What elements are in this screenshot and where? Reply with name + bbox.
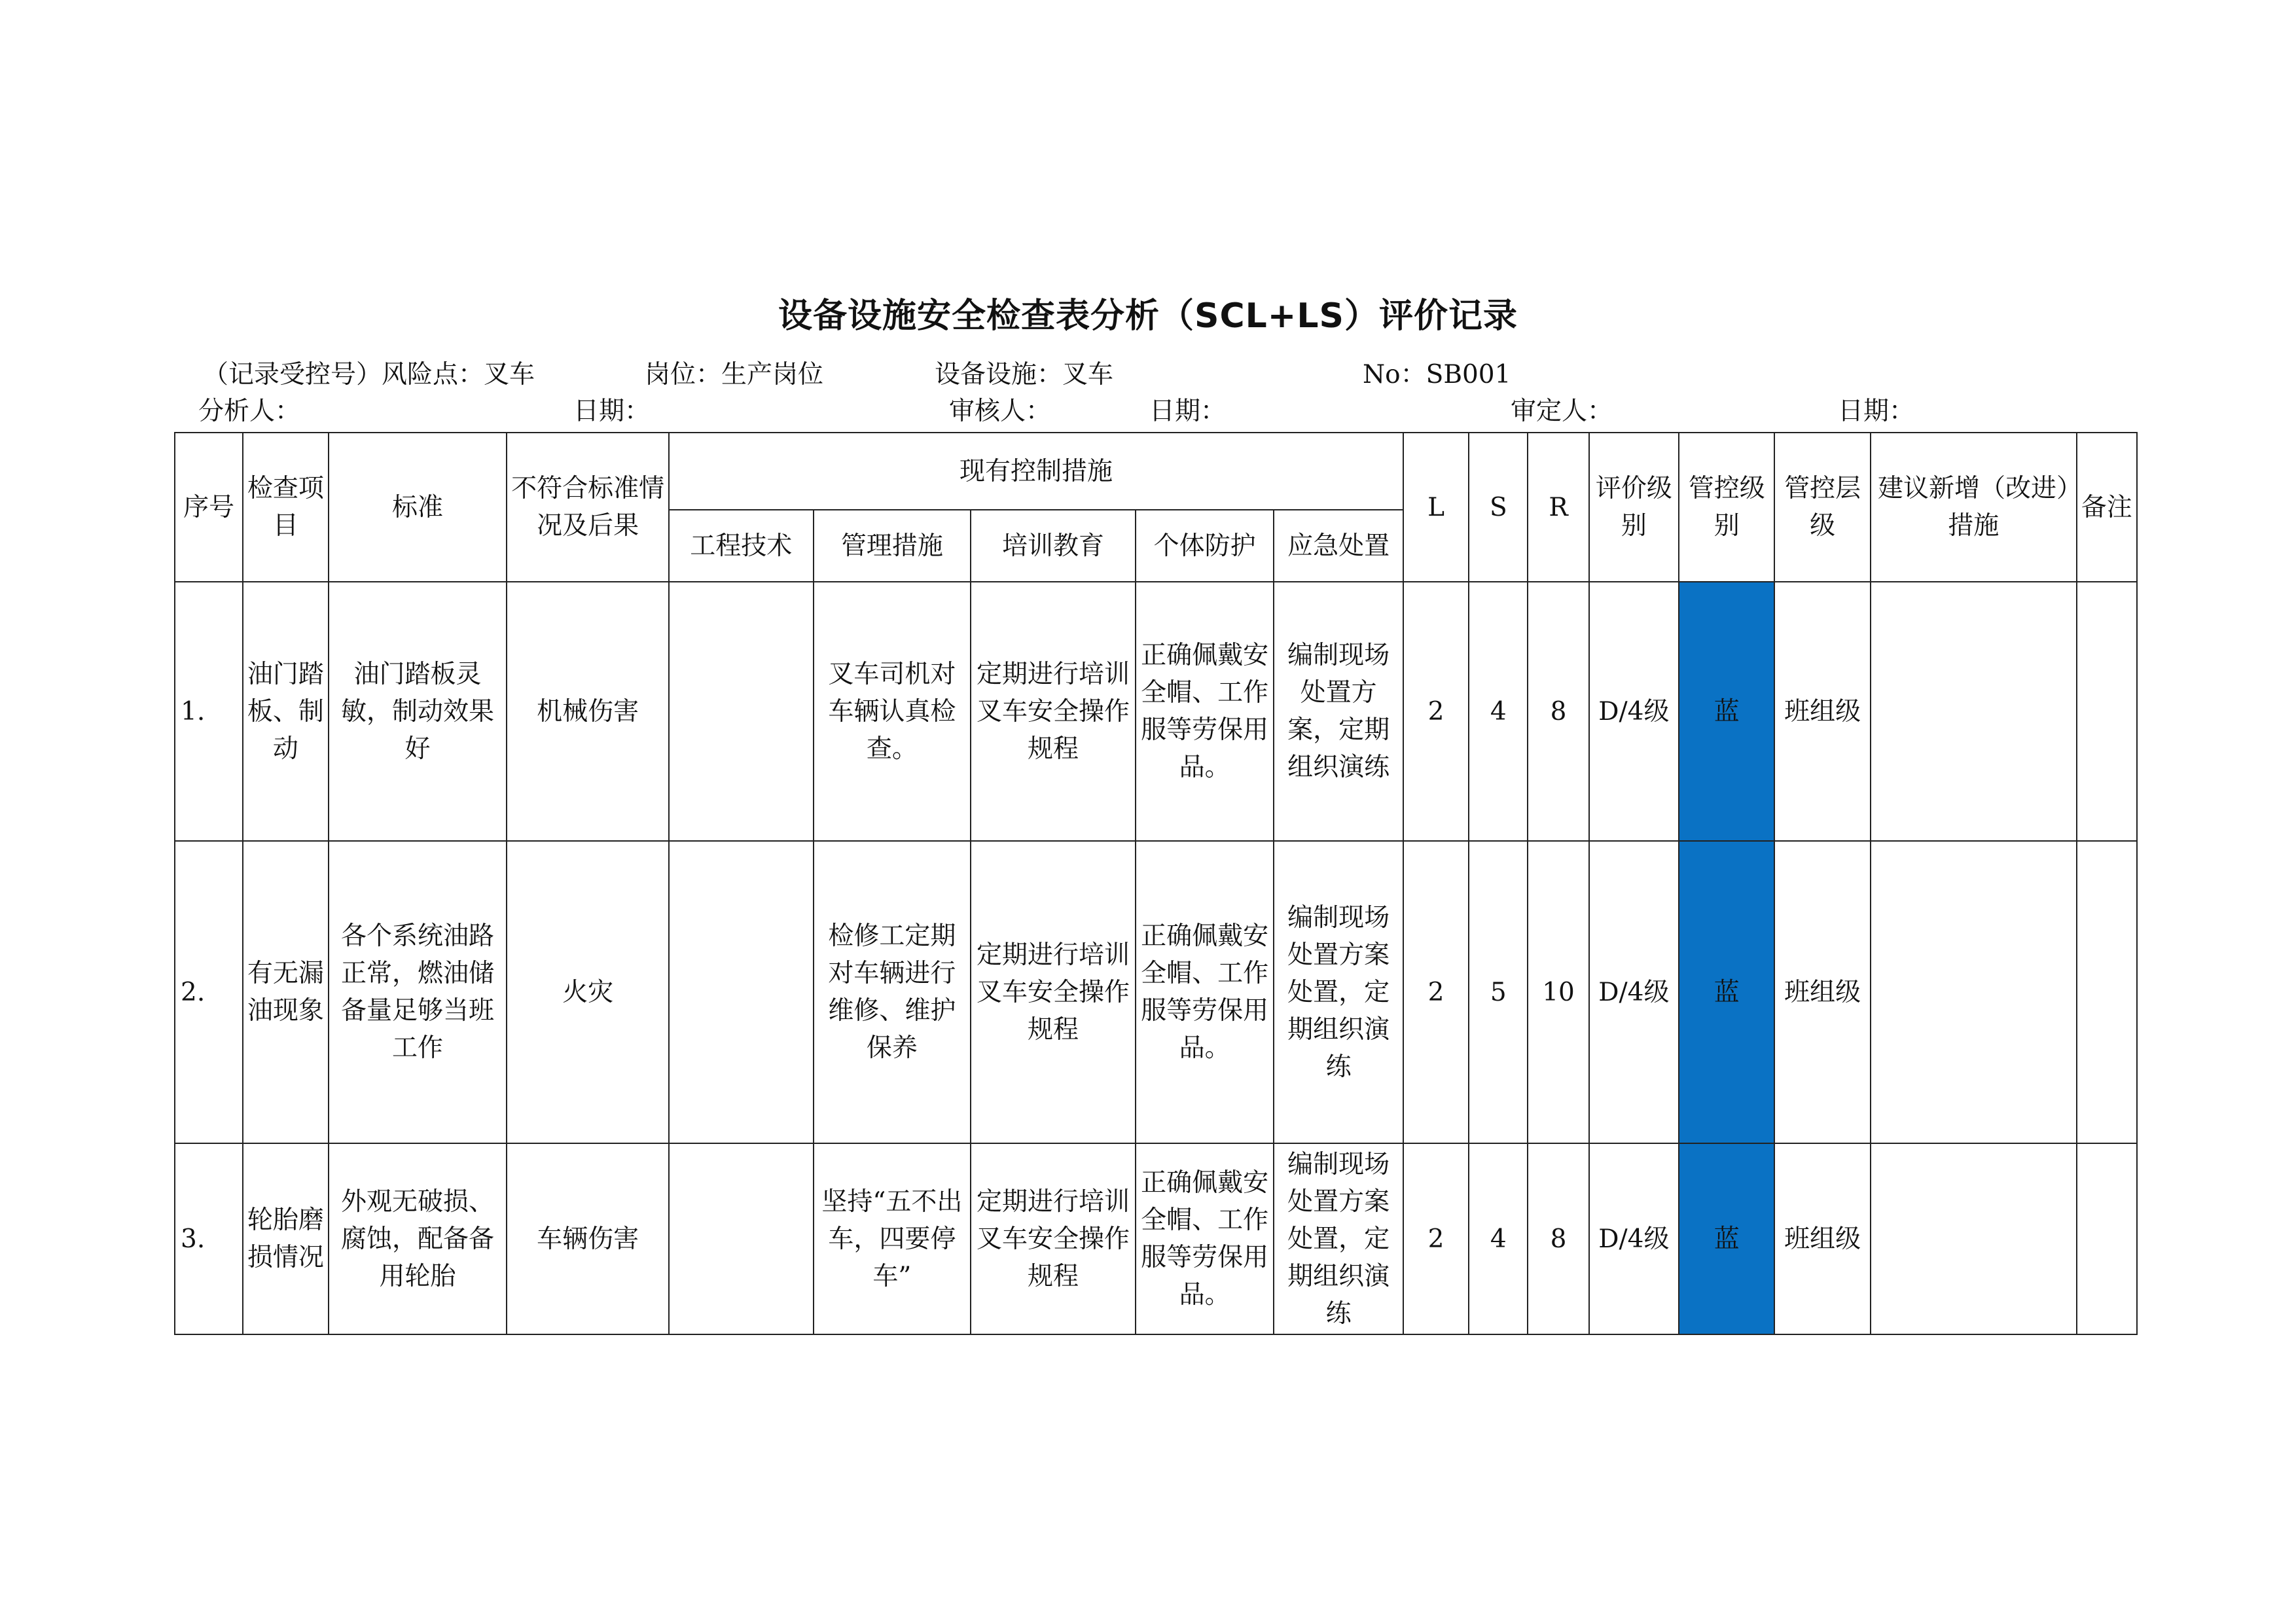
header-control-layer: 管控层级 xyxy=(1774,433,1870,582)
row-management: 坚持“五不出车，四要停车” xyxy=(814,1143,971,1334)
row-rating: D/4级 xyxy=(1589,582,1679,841)
row-seq: 2. xyxy=(175,841,243,1143)
row-seq: 3. xyxy=(175,1143,243,1334)
approver-label: 审定人： xyxy=(1511,397,1613,426)
row-ppe: 正确佩戴安全帽、工作服等劳保用品。 xyxy=(1136,841,1274,1143)
header-item: 检查项目 xyxy=(243,433,328,582)
row-suggested-measures xyxy=(1871,1143,2077,1334)
header-suggested-measures: 建议新增（改进）措施 xyxy=(1871,433,2077,582)
row-management: 检修工定期对车辆进行维修、维护保养 xyxy=(814,841,971,1143)
reviewer-label: 审核人： xyxy=(949,397,1052,426)
row-rating: D/4级 xyxy=(1589,841,1679,1143)
header-nonconform: 不符合标准情况及后果 xyxy=(507,433,669,582)
equipment-label: 设备设施：叉车 xyxy=(935,360,1114,389)
row-emergency: 编制现场处置方案处置，定期组织演练 xyxy=(1274,841,1403,1143)
approver-date-label: 日期： xyxy=(1838,397,1915,426)
row-training: 定期进行培训叉车安全操作规程 xyxy=(971,841,1136,1143)
header-rating: 评价级别 xyxy=(1589,433,1679,582)
header-L: L xyxy=(1403,433,1469,582)
header-emergency: 应急处置 xyxy=(1274,510,1403,582)
row-nonconform: 机械伤害 xyxy=(507,582,669,841)
row-standard: 各个系统油路正常，燃油储备量足够当班工作 xyxy=(329,841,507,1143)
row-engineering xyxy=(669,841,814,1143)
row-control-level: 蓝 xyxy=(1679,841,1774,1143)
header-remark: 备注 xyxy=(2077,433,2137,582)
row-remark xyxy=(2077,582,2137,841)
row-remark xyxy=(2077,841,2137,1143)
row-check-item: 油门踏板、制动 xyxy=(243,582,328,841)
row-S: 4 xyxy=(1469,1143,1528,1334)
row-control-layer: 班组级 xyxy=(1774,1143,1870,1334)
table-row xyxy=(175,1143,2137,1334)
row-control-level: 蓝 xyxy=(1679,582,1774,841)
row-control-level: 蓝 xyxy=(1679,1143,1774,1334)
row-control-layer: 班组级 xyxy=(1774,582,1870,841)
row-control-layer: 班组级 xyxy=(1774,841,1870,1143)
row-rating: D/4级 xyxy=(1589,1143,1679,1334)
row-nonconform: 车辆伤害 xyxy=(507,1143,669,1334)
row-R: 8 xyxy=(1528,1143,1588,1334)
inspection-table xyxy=(174,432,2138,1335)
header-existing-controls: 现有控制措施 xyxy=(669,433,1403,510)
header-S: S xyxy=(1469,433,1528,582)
analyst-label: 分析人： xyxy=(198,397,301,426)
row-remark xyxy=(2077,1143,2137,1334)
row-engineering xyxy=(669,1143,814,1334)
row-R: 10 xyxy=(1528,841,1588,1143)
row-emergency: 编制现场处置方案处置，定期组织演练 xyxy=(1274,1143,1403,1334)
row-L: 2 xyxy=(1403,582,1469,841)
row-R: 8 xyxy=(1528,582,1588,841)
header-seq: 序号 xyxy=(175,433,243,582)
row-emergency: 编制现场处置方案，定期组织演练 xyxy=(1274,582,1403,841)
header-standard: 标准 xyxy=(329,433,507,582)
document-title: 设备设施安全检查表分析（SCL+LS）评价记录 xyxy=(778,296,1518,336)
header-control-level: 管控级别 xyxy=(1679,433,1774,582)
record-risk-point: （记录受控号）风险点：叉车 xyxy=(203,360,535,389)
header-management: 管理措施 xyxy=(814,510,971,582)
header-engineering: 工程技术 xyxy=(669,510,814,582)
row-ppe: 正确佩戴安全帽、工作服等劳保用品。 xyxy=(1136,582,1274,841)
row-nonconform: 火灾 xyxy=(507,841,669,1143)
row-engineering xyxy=(669,582,814,841)
analyst-date-label: 日期： xyxy=(573,397,651,426)
row-standard: 油门踏板灵敏，制动效果好 xyxy=(329,582,507,841)
table-row xyxy=(175,841,2137,1143)
header-row-1 xyxy=(175,433,2137,510)
row-suggested-measures xyxy=(1871,582,2077,841)
row-suggested-measures xyxy=(1871,841,2077,1143)
row-S: 5 xyxy=(1469,841,1528,1143)
row-management: 叉车司机对车辆认真检查。 xyxy=(814,582,971,841)
row-standard: 外观无破损、腐蚀，配备备用轮胎 xyxy=(329,1143,507,1334)
header-training: 培训教育 xyxy=(971,510,1136,582)
row-L: 2 xyxy=(1403,841,1469,1143)
header-R: R xyxy=(1528,433,1588,582)
reviewer-date-label: 日期： xyxy=(1149,397,1227,426)
row-training: 定期进行培训叉车安全操作规程 xyxy=(971,582,1136,841)
post-label: 岗位：生产岗位 xyxy=(645,360,824,389)
row-check-item: 轮胎磨损情况 xyxy=(243,1143,328,1334)
row-ppe: 正确佩戴安全帽、工作服等劳保用品。 xyxy=(1136,1143,1274,1334)
row-L: 2 xyxy=(1403,1143,1469,1334)
row-check-item: 有无漏油现象 xyxy=(243,841,328,1143)
header-ppe: 个体防护 xyxy=(1136,510,1274,582)
row-S: 4 xyxy=(1469,582,1528,841)
table-row xyxy=(175,582,2137,841)
document-number: No：SB001 xyxy=(1363,360,1511,389)
row-training: 定期进行培训叉车安全操作规程 xyxy=(971,1143,1136,1334)
row-seq: 1. xyxy=(175,582,243,841)
